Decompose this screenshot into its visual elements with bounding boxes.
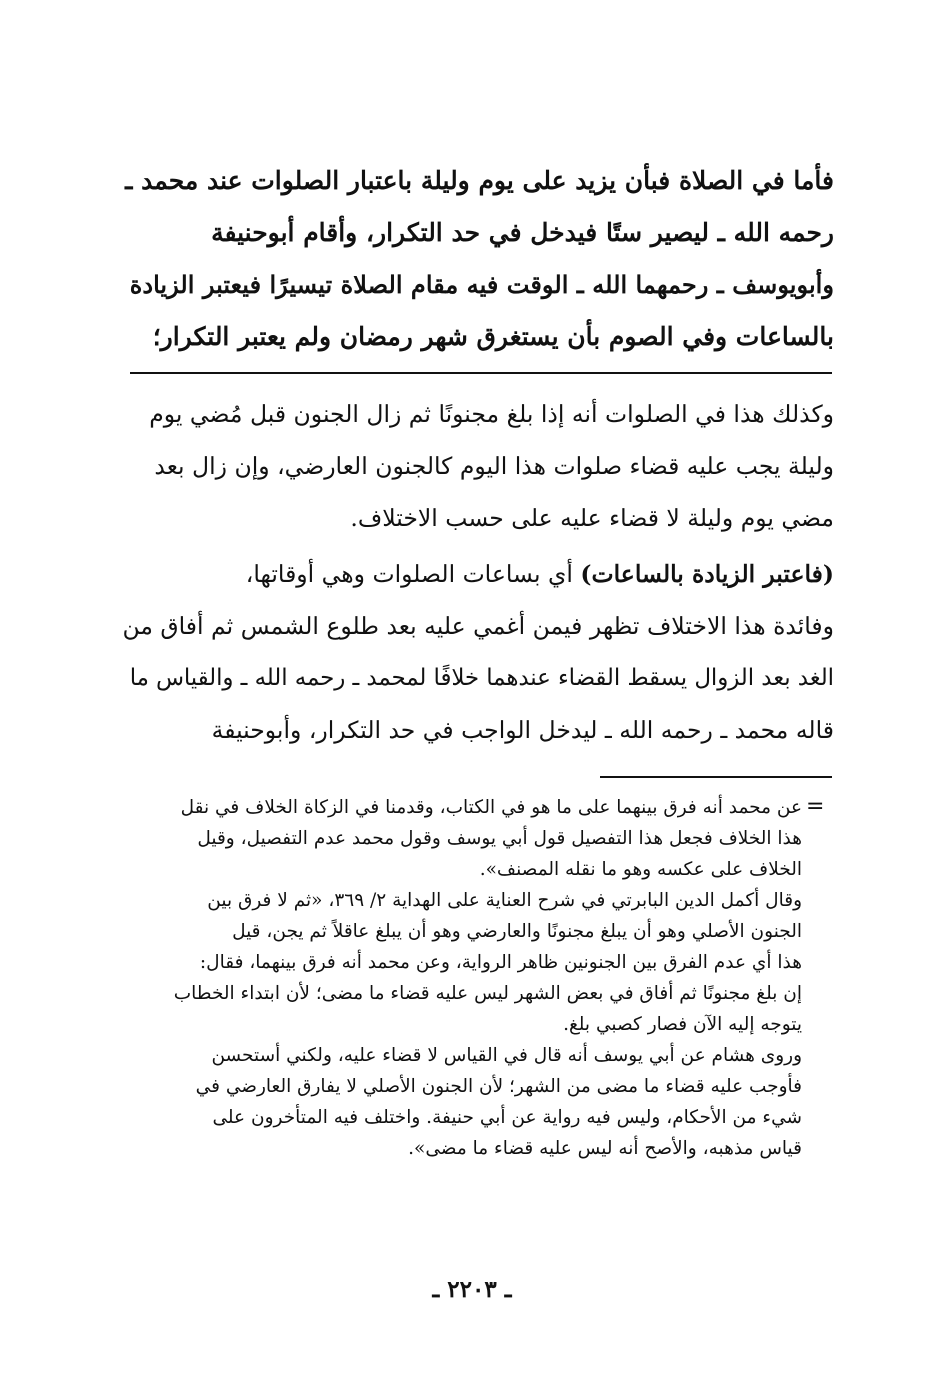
footnote-line: الجنون الأصلي وهو أن يبلغ مجنونًا والعارضي وهو أن يبلغ عاقلاً ثم يجن، قيل bbox=[232, 921, 802, 942]
footnote-divider bbox=[600, 776, 832, 778]
footnotes-block bbox=[122, 792, 802, 1164]
commentary-text: أي بساعات الصلوات وهي أوقاتها، bbox=[245, 560, 581, 588]
commentary-line: وليلة يجب عليه قضاء صلوات هذا اليوم كالجنون العارضي، وإن زال بعد bbox=[154, 452, 834, 480]
commentary-line: قاله محمد ـ رحمه الله ـ ليدخل الواجب في حد التكرار، وأبوحنيفة bbox=[211, 716, 834, 744]
footnote-line: عن محمد أنه فرق بينهما على ما هو في الكتاب، وقدمنا في الزكاة الخلاف في نقل bbox=[180, 797, 802, 818]
commentary-line: مضي يوم وليلة لا قضاء عليه على حسب الاختلاف. bbox=[350, 504, 834, 532]
footnote-line: وروى هشام عن أبي يوسف أنه قال في القياس لا قضاء عليه، ولكني أستحسن bbox=[211, 1045, 802, 1066]
footnote-line: شيء من الأحكام، وليس فيه رواية عن أبي حنيفة. واختلف فيه المتأخرون على bbox=[212, 1107, 802, 1128]
footnote-line: إن بلغ مجنونًا ثم أفاق في بعض الشهر ليس عليه قضاء ما مضى؛ لأن ابتداء الخطاب bbox=[173, 983, 802, 1004]
commentary-line bbox=[122, 548, 834, 600]
commentary-paragraph-2 bbox=[122, 548, 834, 756]
footnote-line: يتوجه إليه الآن فصار كصبي بلغ. bbox=[563, 1014, 802, 1035]
main-text-line: وأبويوسف ـ رحمهما الله ـ الوقت فيه مقام الصلاة تيسيرًا فيعتبر الزيادة bbox=[129, 270, 834, 299]
main-text-line: بالساعات وفي الصوم بأن يستغرق شهر رمضان ولم يعتبر التكرار؛ bbox=[152, 322, 834, 351]
commentary-line: الغد بعد الزوال يسقط القضاء عندهما خلافًا لمحمد ـ رحمه الله ـ والقياس ما bbox=[129, 665, 834, 691]
main-text-line: رحمه الله ـ ليصير ستًا فيدخل في حد التكرار، وأقام أبوحنيفة bbox=[211, 218, 834, 247]
main-text-block bbox=[122, 155, 834, 363]
page-number: ـ ٢٢٠٣ ـ bbox=[432, 1276, 512, 1303]
footnote-line: قياس مذهبه، والأصح أنه ليس عليه قضاء ما مضى». bbox=[408, 1138, 802, 1159]
footnote-line: وقال أكمل الدين البابرتي في شرح العناية على الهداية ٢/ ٣٦٩، «ثم لا فرق بين bbox=[207, 890, 802, 911]
footnote-line: الخلاف على عكسه وهو ما نقله المصنف». bbox=[479, 859, 802, 880]
commentary-paragraph-1 bbox=[122, 388, 834, 544]
footnote-continuation-marker: = bbox=[806, 794, 825, 819]
text-divider bbox=[130, 372, 832, 374]
commentary-line: وكذلك هذا في الصلوات أنه إذا بلغ مجنونًا ثم زال الجنون قبل مُضي يوم bbox=[149, 400, 834, 428]
footnote-line: هذا الخلاف فجعل هذا التفصيل قول أبي يوسف وقول محمد عدم التفصيل، وقيل bbox=[197, 828, 802, 849]
footnote-line: هذا أي عدم الفرق بين الجنونين ظاهر الرواية، وعن محمد أنه فرق بينهما، فقال: bbox=[199, 952, 802, 973]
main-text-line: فأما في الصلاة فبأن يزيد على يوم وليلة باعتبار الصلوات عند محمد ـ bbox=[125, 166, 834, 195]
commentary-line: وفائدة هذا الاختلاف تظهر فيمن أغمي عليه بعد طلوع الشمس ثم أفاق من bbox=[122, 612, 834, 640]
footnote-line: فأوجب عليه قضاء ما مضى من الشهر؛ لأن الجنون الأصلي لا يفارق العارضي في bbox=[195, 1076, 802, 1097]
quoted-matn-phrase: (فاعتبر الزيادة بالساعات) bbox=[580, 560, 834, 588]
